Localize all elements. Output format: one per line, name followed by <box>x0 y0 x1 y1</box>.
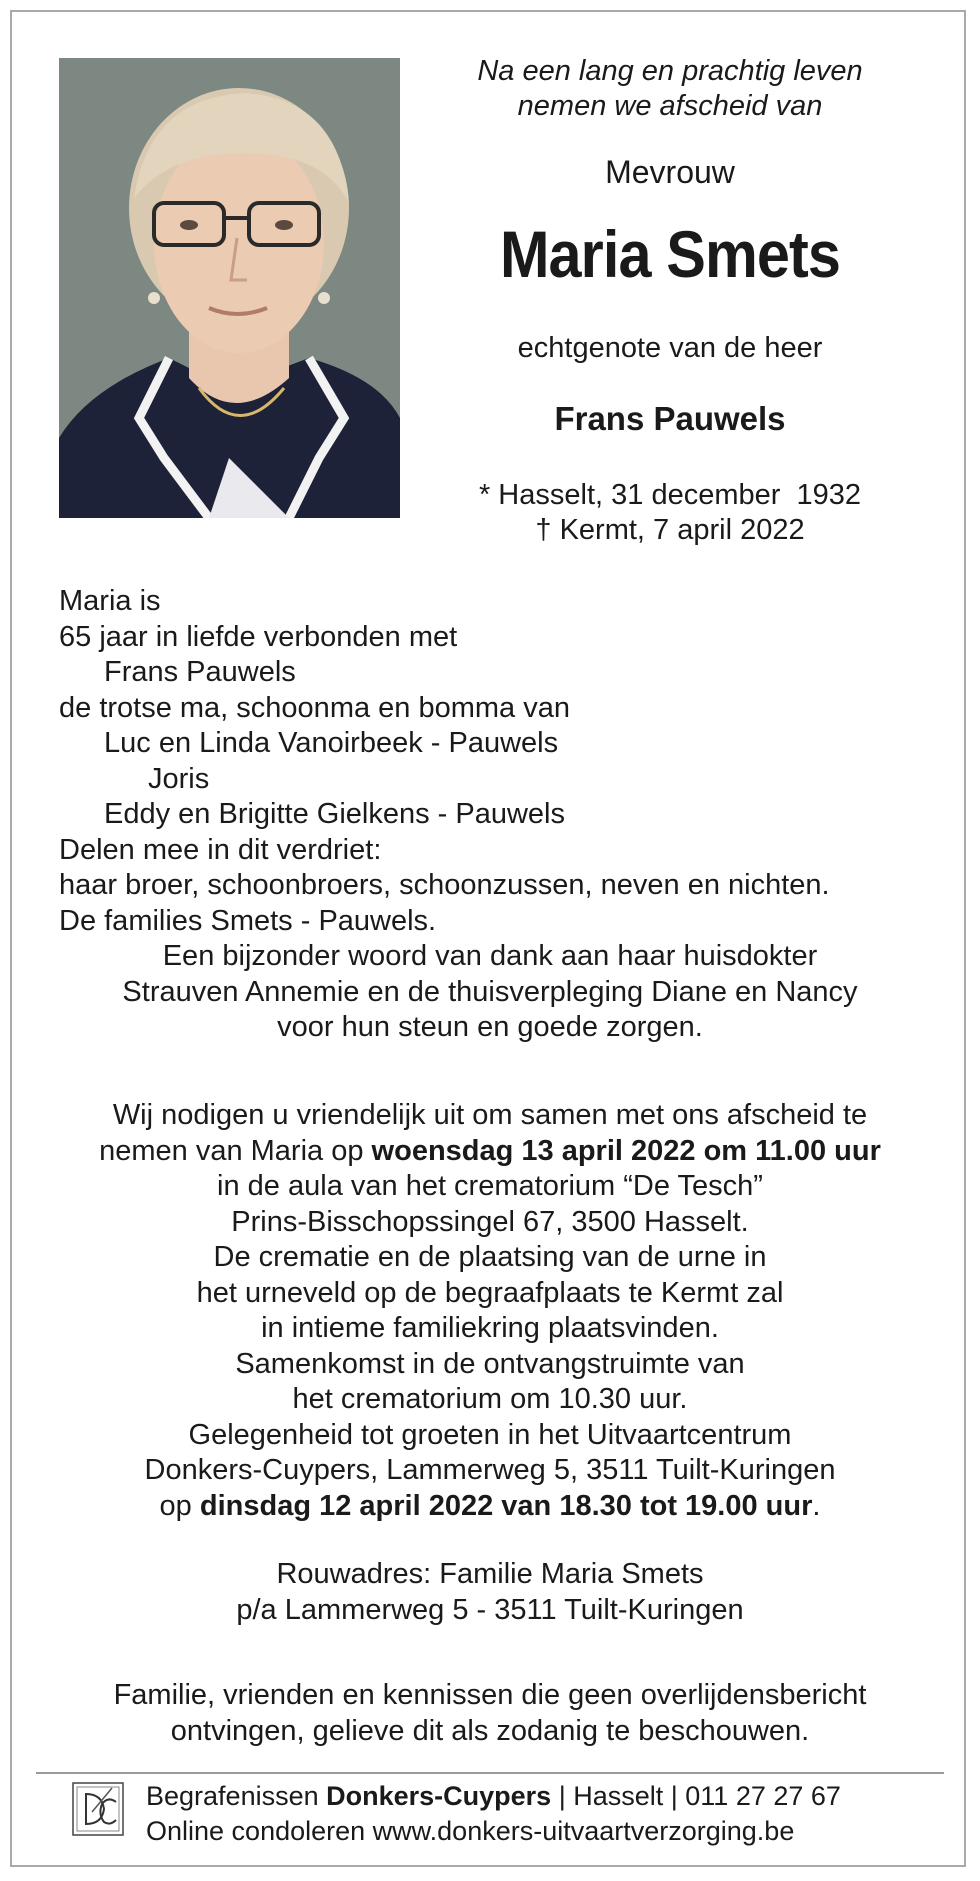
service-details <box>0 1098 980 1524</box>
service-line <box>0 1134 980 1170</box>
footer-divider <box>36 1772 944 1774</box>
service-line: Prins-Bisschopssingel 67, 3500 Hasselt. <box>231 1205 749 1238</box>
family-line: haar broer, schoonbroers, schoonzussen, neven en nichten. <box>59 869 830 901</box>
family-line: 65 jaar in liefde verbonden met <box>59 620 458 653</box>
notice-text <box>0 1678 980 1749</box>
mourning-address <box>0 1557 980 1628</box>
thanks-line: voor hun steun en goede zorgen. <box>277 1011 703 1043</box>
family-line: Joris <box>148 762 210 795</box>
service-line <box>0 1489 980 1525</box>
funeral-home-name: Donkers-Cuypers <box>326 1781 552 1811</box>
death-date: † Kermt, 7 april 2022 <box>535 514 805 546</box>
visitation-time: dinsdag 12 april 2022 van 18.30 tot 19.00 uur <box>199 1489 813 1522</box>
service-line: het urneveld op de begraafplaats te Kermt zal <box>196 1276 784 1309</box>
funeral-home-footer <box>146 1779 841 1849</box>
footer-line <box>146 1779 841 1814</box>
notice-line: ontvingen, gelieve dit als zodanig te beschouwen. <box>170 1714 810 1747</box>
funeral-home-logo-icon <box>72 1782 124 1836</box>
spouse-label: echtgenote van de heer <box>517 332 823 364</box>
service-line: Wij nodigen u vriendelijk uit om samen met ons afscheid te <box>112 1099 868 1131</box>
family-line: De families Smets - Pauwels. <box>59 904 437 937</box>
condolence-link[interactable]: Online condoleren www.donkers-uitvaartverzorging.be <box>146 1816 795 1846</box>
life-dates <box>420 478 920 548</box>
family-line: Eddy en Brigitte Gielkens - Pauwels <box>104 798 565 830</box>
spouse-name: Frans Pauwels <box>554 400 786 437</box>
intro-line: nemen we afscheid van <box>517 90 823 122</box>
family-line: Luc en Linda Vanoirbeek - Pauwels <box>104 727 559 759</box>
service-line: het crematorium om 10.30 uur. <box>292 1383 688 1415</box>
service-text: nemen van Maria op <box>99 1134 372 1167</box>
service-line: Gelegenheid tot groeten in het Uitvaartcentrum <box>188 1418 792 1451</box>
service-text: . <box>812 1489 821 1522</box>
family-line: Delen mee in dit verdriet: <box>59 833 382 866</box>
service-line: Samenkomst in de ontvangstruimte van <box>235 1347 745 1380</box>
family-line: Frans Pauwels <box>104 656 296 688</box>
honorific: Mevrouw <box>605 154 735 190</box>
address-line: p/a Lammerweg 5 - 3511 Tuilt-Kuringen <box>236 1593 744 1626</box>
notice-line: Familie, vrienden en kennissen die geen overlijdensbericht <box>113 1679 867 1711</box>
thanks-line: Strauven Annemie en de thuisverpleging Diane en Nancy <box>122 975 858 1008</box>
service-date: woensdag 13 april 2022 om 11.00 uur <box>371 1134 881 1167</box>
family-line: de trotse ma, schoonma en bomma van <box>59 691 570 724</box>
deceased-name: Maria Smets <box>499 217 841 291</box>
intro-line: Na een lang en prachtig leven <box>477 55 863 87</box>
service-line: in intieme familiekring plaatsvinden. <box>261 1312 719 1344</box>
footer-text: Begrafenissen <box>146 1781 327 1811</box>
family-line: Maria is <box>59 585 161 617</box>
footer-contact: | Hasselt | 011 27 27 67 <box>551 1781 841 1811</box>
portrait-illustration <box>59 58 400 518</box>
intro-text <box>420 54 920 124</box>
birth-date: * Hasselt, 31 december 1932 <box>478 479 862 511</box>
service-line: De crematie en de plaatsing van de urne in <box>213 1241 767 1273</box>
family-section <box>0 584 980 1046</box>
service-text: op <box>159 1489 200 1522</box>
thanks-line: Een bijzonder woord van dank aan haar huisdokter <box>162 940 818 972</box>
portrait-photo <box>59 58 400 518</box>
service-line: in de aula van het crematorium “De Tesch” <box>217 1170 763 1202</box>
service-line: Donkers-Cuypers, Lammerweg 5, 3511 Tuilt-Kuringen <box>144 1454 836 1486</box>
address-line: Rouwadres: Familie Maria Smets <box>276 1558 704 1590</box>
